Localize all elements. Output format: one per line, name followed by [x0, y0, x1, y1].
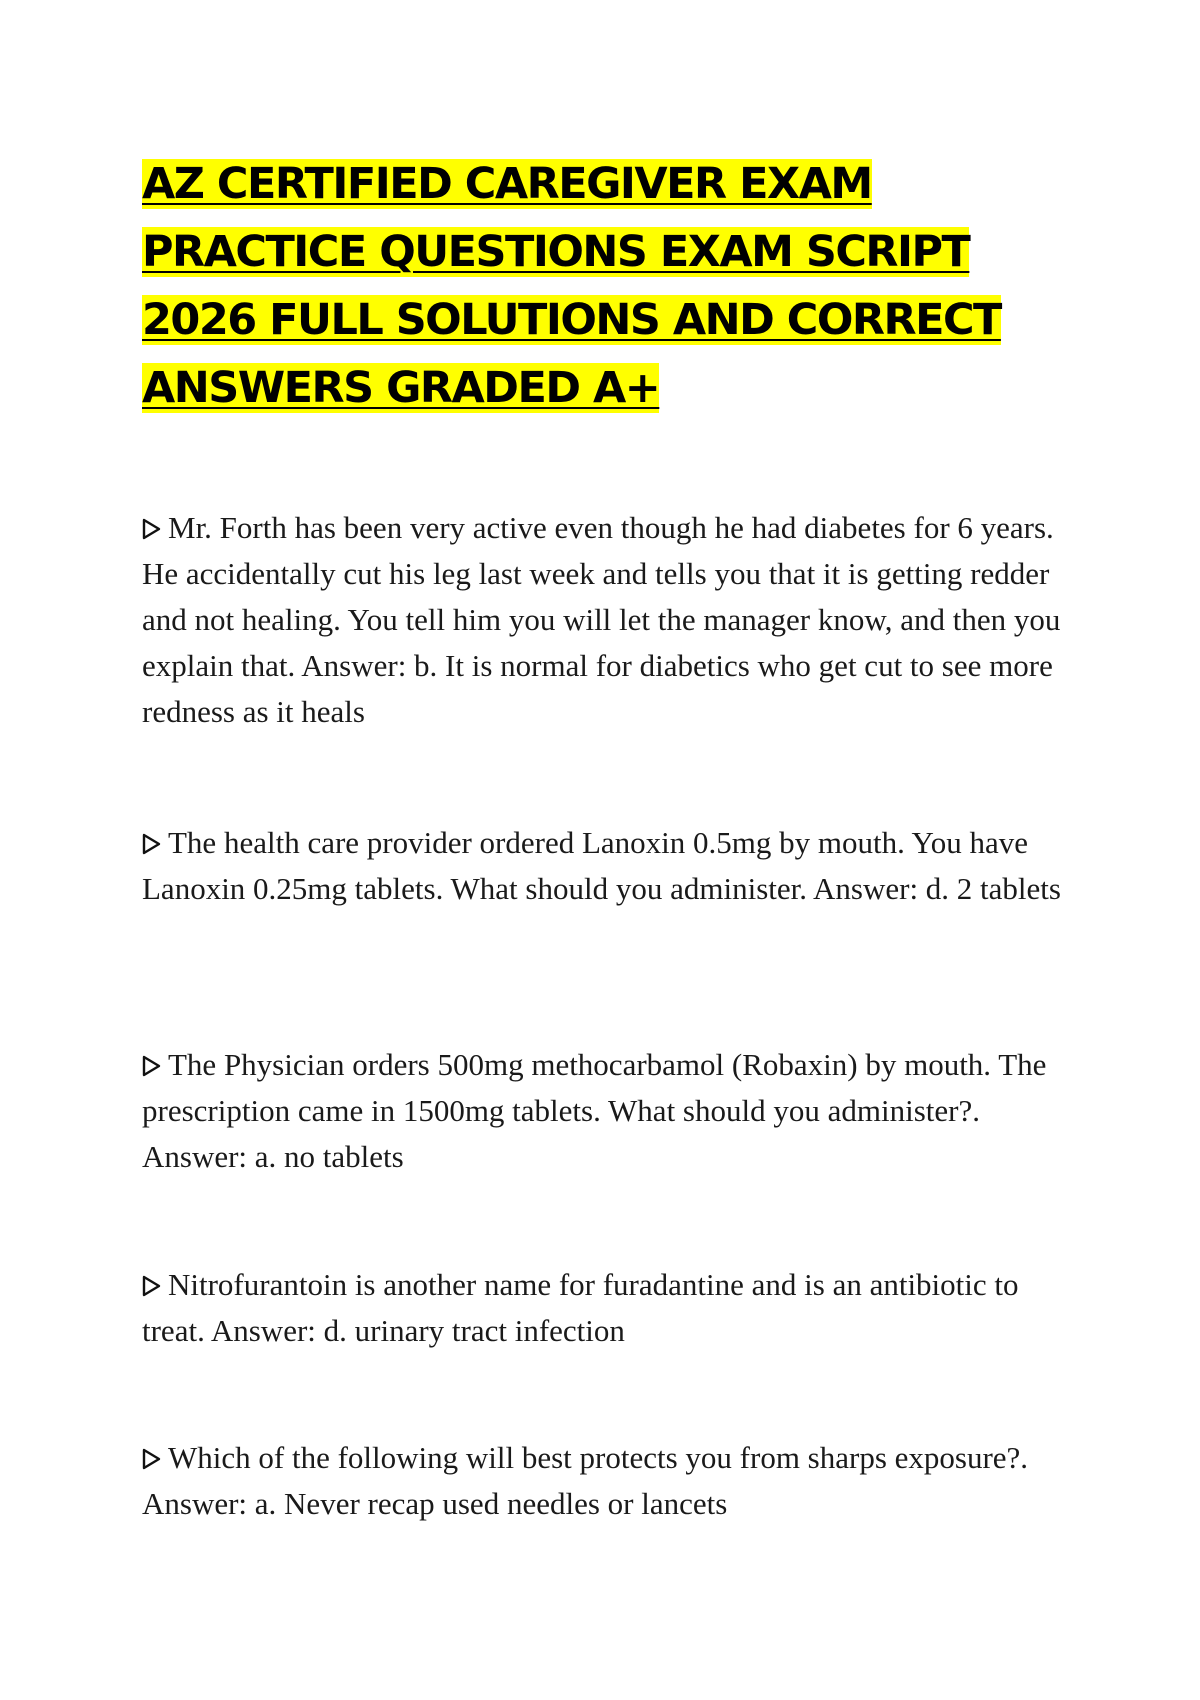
document-title: [142, 150, 1082, 422]
triangle-arrow-icon: [142, 820, 162, 866]
triangle-arrow-icon: [142, 1262, 162, 1308]
question-item-4: [142, 1262, 1072, 1354]
question-item-2: [142, 820, 1072, 912]
question-item-3: [142, 1042, 1072, 1180]
question-item-1: [142, 505, 1072, 735]
title-highlight: AZ CERTIFIED CAREGIVER EXAM PRACTICE QUESTIONS EXAM SCRIPT 2026 FULL SOLUTIONS AND CORRECT ANSWERS GRADED A+: [142, 159, 1001, 413]
triangle-arrow-icon: [142, 1042, 162, 1088]
question-text: The Physician orders 500mg methocarbamol (Robaxin) by mouth. The prescription came in 1500mg tablets. What should you administer?. Answer: a. no tablets: [142, 1047, 1047, 1174]
question-text: Mr. Forth has been very active even though he had diabetes for 6 years. He accidentally cut his leg last week and tells you that it is getting redder and not healing. You tell him you will let the manager know, and then you explain that. Answer: b. It is normal for diabetics who get cut to see more redness as it heals: [142, 510, 1061, 729]
question-text: Nitrofurantoin is another name for furadantine and is an antibiotic to treat. Answer: d. urinary tract infection: [142, 1267, 1019, 1348]
question-text: Which of the following will best protects you from sharps exposure?. Answer: a. Never recap used needles or lancets: [142, 1440, 1029, 1521]
triangle-arrow-icon: [142, 1435, 162, 1481]
question-item-5: [142, 1435, 1072, 1527]
triangle-arrow-icon: [142, 505, 162, 551]
question-text: The health care provider ordered Lanoxin 0.5mg by mouth. You have Lanoxin 0.25mg tablets. What should you administer. Answer: d. 2 tablets: [142, 825, 1061, 906]
